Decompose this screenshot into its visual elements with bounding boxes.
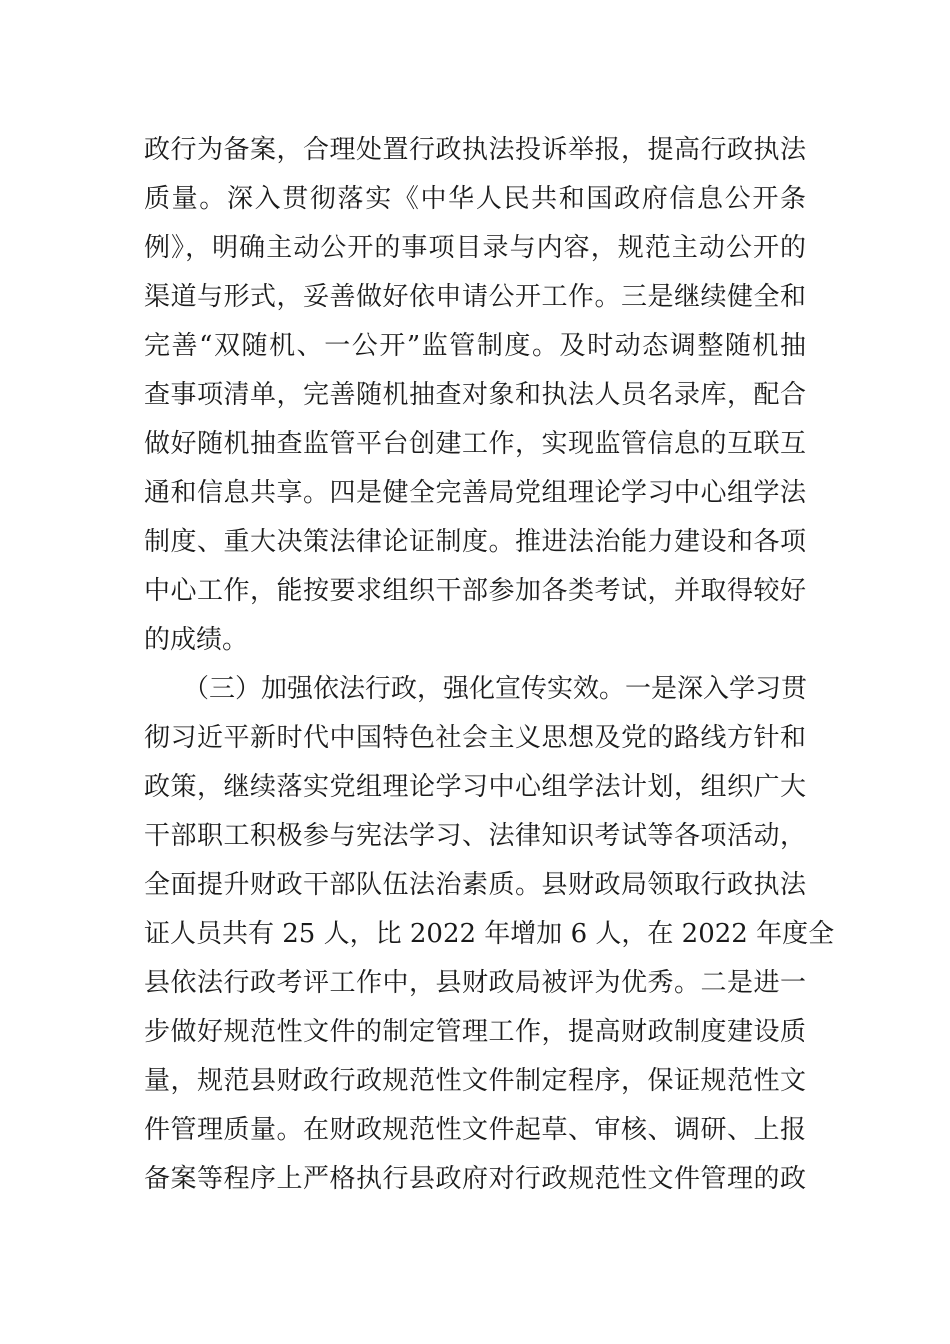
- text-line: 做好随机抽查监管平台创建工作，实现监管信息的互联互: [144, 429, 806, 459]
- text-line: 干部职工积极参与宪法学习、法律知识考试等各项活动，: [144, 821, 806, 851]
- text-line: 件管理质量。在财政规范性文件起草、审核、调研、上报: [144, 1115, 806, 1145]
- text-line: 完善“双随机、一公开”监管制度。及时动态调整随机抽: [144, 331, 806, 361]
- text-line: 证人员共有 25 人，比 2022 年增加 6 人，在 2022 年度全: [144, 919, 835, 949]
- text-line: 全面提升财政干部队伍法治素质。县财政局领取行政执法: [144, 870, 806, 900]
- text-line: 渠道与形式，妥善做好依申请公开工作。三是继续健全和: [144, 282, 806, 312]
- text-line: 查事项清单，完善随机抽查对象和执法人员名录库，配合: [144, 380, 806, 410]
- body-text: [144, 126, 835, 1204]
- text-line: 政策，继续落实党组理论学习中心组学法计划，组织广大: [144, 772, 806, 802]
- text-line: 彻习近平新时代中国特色社会主义思想及党的路线方针和: [144, 723, 806, 753]
- text-line: 量，规范县财政行政规范性文件制定程序，保证规范性文: [144, 1066, 806, 1096]
- text-line: 政行为备案，合理处置行政执法投诉举报，提高行政执法: [144, 135, 806, 165]
- text-line: 备案等程序上严格执行县政府对行政规范性文件管理的政: [144, 1164, 806, 1194]
- text-line: 中心工作，能按要求组织干部参加各类考试，并取得较好: [144, 576, 806, 606]
- text-line: 的成绩。: [144, 625, 249, 655]
- text-line: 县依法行政考评工作中，县财政局被评为优秀。二是进一: [144, 968, 806, 998]
- text-line: 质量。深入贯彻落实《中华人民共和国政府信息公开条: [144, 184, 806, 214]
- text-line: （三）加强依法行政，强化宣传实效。一是深入学习贯: [144, 674, 808, 704]
- text-line: 制度、重大决策法律论证制度。推进法治能力建设和各项: [144, 527, 806, 557]
- text-line: 步做好规范性文件的制定管理工作，提高财政制度建设质: [144, 1017, 806, 1047]
- text-line: 例》，明确主动公开的事项目录与内容，规范主动公开的: [144, 233, 806, 263]
- text-line: 通和信息共享。四是健全完善局党组理论学习中心组学法: [144, 478, 806, 508]
